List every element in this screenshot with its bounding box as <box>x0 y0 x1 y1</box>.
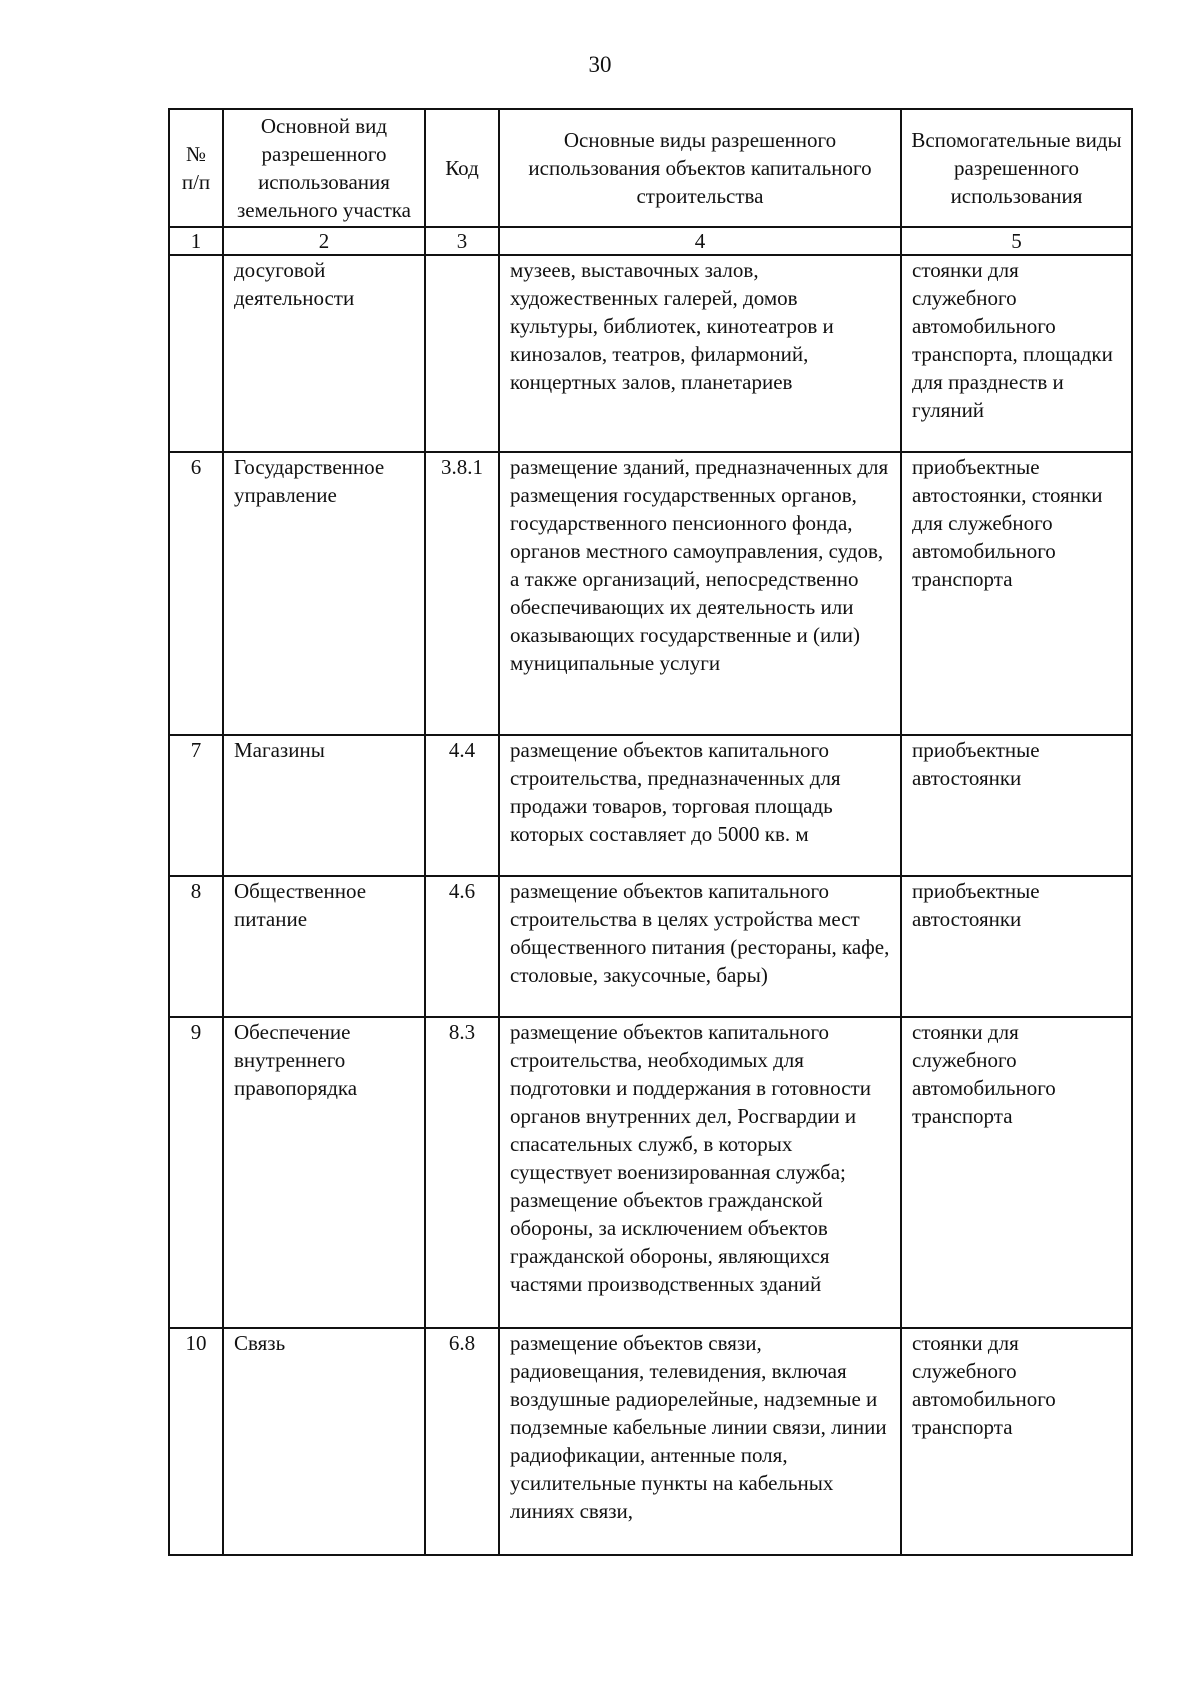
table-row <box>169 876 1132 1017</box>
aux-uses: стоянки для служебного автомобильного транспорта <box>901 1328 1132 1555</box>
column-number: 5 <box>901 227 1132 255</box>
land-use-table <box>168 108 1133 1556</box>
header-num: № п/п <box>169 109 223 227</box>
land-use-name: досуговой деятельности <box>223 255 425 452</box>
row-number: 8 <box>169 876 223 1017</box>
land-use-code <box>425 255 499 452</box>
table-row <box>169 1017 1132 1328</box>
table-header-row <box>169 109 1132 227</box>
land-use-name: Связь <box>223 1328 425 1555</box>
main-uses: размещение объектов капитального строительства, необходимых для подготовки и поддержания в готовности органов внутренних дел, Росгвардии и спасательных служб, в которых существует военизированная служба; размещение объектов гражданской обороны, за исключением объектов гражданской обороны, являющихся частями производственных зданий <box>499 1017 901 1328</box>
row-number: 6 <box>169 452 223 735</box>
row-number: 7 <box>169 735 223 876</box>
column-number: 2 <box>223 227 425 255</box>
header-main-uses: Основные виды разрешенного использования объектов капитального строительства <box>499 109 901 227</box>
row-number: 10 <box>169 1328 223 1555</box>
land-use-name: Магазины <box>223 735 425 876</box>
aux-uses: стоянки для служебного автомобильного транспорта <box>901 1017 1132 1328</box>
header-aux-uses: Вспомогательные виды разрешенного использования <box>901 109 1132 227</box>
main-uses: размещение объектов капитального строительства, предназначенных для продажи товаров, торговая площадь которых составляет до 5000 кв. м <box>499 735 901 876</box>
column-number-row <box>169 227 1132 255</box>
row-number: 9 <box>169 1017 223 1328</box>
land-use-code: 4.4 <box>425 735 499 876</box>
aux-uses: приобъектные автостоянки, стоянки для служебного автомобильного транспорта <box>901 452 1132 735</box>
aux-uses: приобъектные автостоянки <box>901 735 1132 876</box>
land-use-code: 4.6 <box>425 876 499 1017</box>
table-row <box>169 1328 1132 1555</box>
land-use-code: 8.3 <box>425 1017 499 1328</box>
header-land-use: Основной вид разрешенного использования земельного участка <box>223 109 425 227</box>
header-code: Код <box>425 109 499 227</box>
main-uses: размещение объектов связи, радиовещания, телевидения, включая воздушные радиорелейные, надземные и подземные кабельные линии связи, линии радиофикации, антенные поля, усилительные пункты на кабельных линиях связи, <box>499 1328 901 1555</box>
row-number <box>169 255 223 452</box>
column-number: 4 <box>499 227 901 255</box>
table-row <box>169 452 1132 735</box>
aux-uses: стоянки для служебного автомобильного транспорта, площадки для празднеств и гуляний <box>901 255 1132 452</box>
main-uses: музеев, выставочных залов, художественных галерей, домов культуры, библиотек, кинотеатров и кинозалов, театров, филармоний, концертных залов, планетариев <box>499 255 901 452</box>
column-number: 1 <box>169 227 223 255</box>
land-use-code: 6.8 <box>425 1328 499 1555</box>
land-use-name: Обеспечение внутреннего правопорядка <box>223 1017 425 1328</box>
page-number: 30 <box>588 52 612 77</box>
land-use-code: 3.8.1 <box>425 452 499 735</box>
land-use-name: Общественное питание <box>223 876 425 1017</box>
table-row <box>169 255 1132 452</box>
aux-uses: приобъектные автостоянки <box>901 876 1132 1017</box>
main-uses: размещение объектов капитального строительства в целях устройства мест общественного питания (рестораны, кафе, столовые, закусочные, бары) <box>499 876 901 1017</box>
column-number: 3 <box>425 227 499 255</box>
table-row <box>169 735 1132 876</box>
land-use-name: Государственное управление <box>223 452 425 735</box>
main-uses: размещение зданий, предназначенных для размещения государственных органов, государственного пенсионного фонда, органов местного самоуправления, судов, а также организаций, непосредственно обеспечивающих их деятельность или оказывающих государственные и (или) муниципальные услуги <box>499 452 901 735</box>
